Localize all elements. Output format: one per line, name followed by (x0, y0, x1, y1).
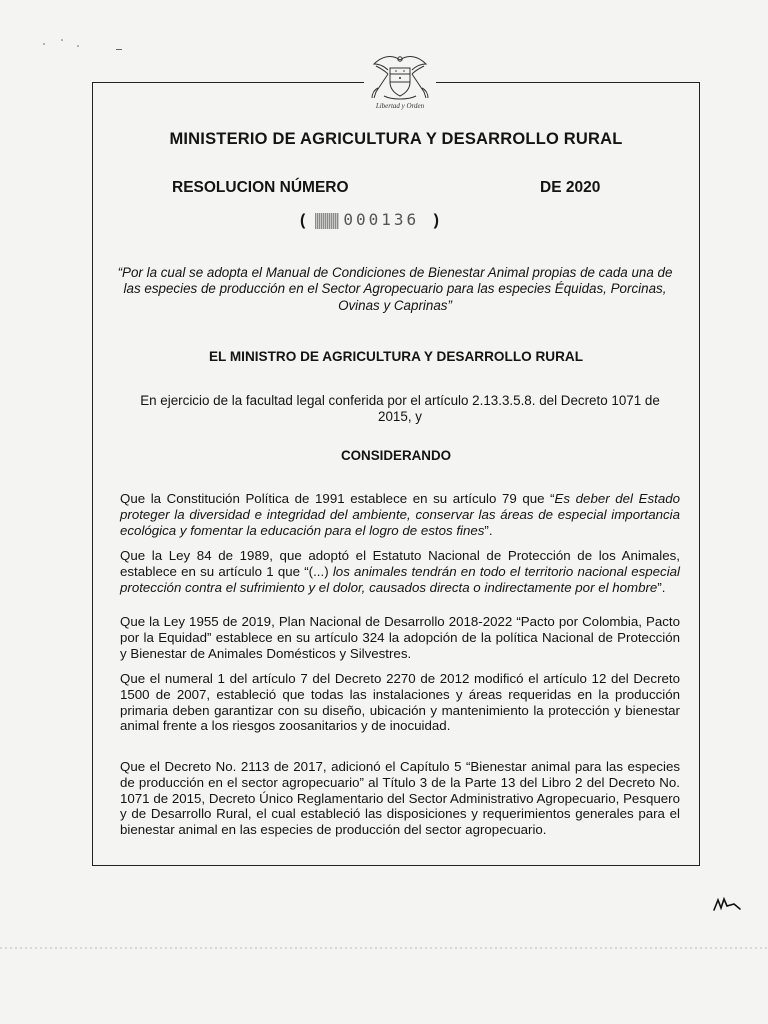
considerando-paragraph-5: Que el Decreto No. 2113 de 2017, adicionó el Capítulo 5 “Bienestar animal para las especies de producción en el sector agropecuario” al Título 3 de la Parte 13 del Libro 2 del Decreto No. 1071 de 2015, Decreto Único Reglamentario del Sector Administrativo Agropecuario, Pesquero y de Desarrollo Rural, el cual estableció las disposiciones y requerimientos generales para el bienestar animal en las especies de producción del sector agropecuario. (120, 759, 680, 838)
considerando-paragraph-4: Que el numeral 1 del artículo 7 del Decreto 2270 de 2012 modificó el artículo 12 del Decreto 1500 de 2007, estableció que todas las instalaciones y áreas requeridas en la producción primaria deben garantizar con su diseño, ubicación y mantenimiento la protección y bienestar animal frente a los riesgos zoosanitarios y de inocuidad. (120, 671, 680, 734)
paragraph-text: Que la Ley 84 de 1989, que adoptó el Estatuto Nacional de Protección de los Animales, establece en su artículo 1 que “(...) (120, 548, 680, 579)
close-parenthesis: ) (433, 212, 439, 229)
document-border-frame (92, 82, 700, 866)
coat-of-arms-motto: Libertad y Orden (364, 102, 436, 110)
considerando-paragraph-2 (120, 548, 680, 595)
paragraph-quote: Es deber del Estado proteger la diversidad e integridad del ambiente, conservar las áreas de especial importancia ecológica y fomentar la educación para el logro de estos fines (120, 491, 681, 538)
paragraph-text: ”. (484, 522, 493, 538)
ministry-heading: MINISTERIO DE AGRICULTURA Y DESARROLLO RURAL (169, 130, 623, 148)
resolution-label: RESOLUCION NÚMERO (172, 179, 349, 196)
paragraph-text: Que la Constitución Política de 1991 establece en su artículo 79 que “ (120, 491, 555, 506)
handwritten-initials-mark (714, 899, 740, 910)
resolution-year: DE 2020 (540, 179, 601, 196)
open-parenthesis: ( (300, 212, 306, 229)
considerando-heading: CONSIDERANDO (340, 448, 452, 463)
minister-title: EL MINISTRO DE AGRICULTURA Y DESARROLLO RURAL (208, 349, 584, 364)
considerando-paragraph-1 (120, 491, 680, 538)
resolution-subject: “Por la cual se adopta el Manual de Condiciones de Bienestar Animal propias de cada una de las especies de producción en el Sector Agropecuario para las especies Équidas, Porcinas, Ovinas y Caprinas” (117, 265, 673, 313)
paragraph-quote: los animales tendrán en todo el territorio nacional especial protección contra el sufrimiento y el dolor, causados directa o indirectamente por el hombre (120, 563, 681, 595)
resolution-number: 000136 (343, 210, 420, 229)
considerando-paragraph-3: Que la Ley 1955 de 2019, Plan Nacional de Desarrollo 2018-2022 “Pacto por Colombia, Pacto por la Equidad” establece en su artículo 324 la adopción de la política Nacional de Protección y Bienestar de Animales Domésticos y Silvestres. (120, 614, 680, 661)
stamp-mark (315, 213, 339, 229)
legal-basis: En ejercicio de la facultad legal conferida por el artículo 2.13.3.5.8. del Decreto 1071 de 2015, y (140, 393, 660, 424)
paragraph-text: ”. (657, 579, 666, 595)
resolution-number-line (300, 210, 439, 230)
